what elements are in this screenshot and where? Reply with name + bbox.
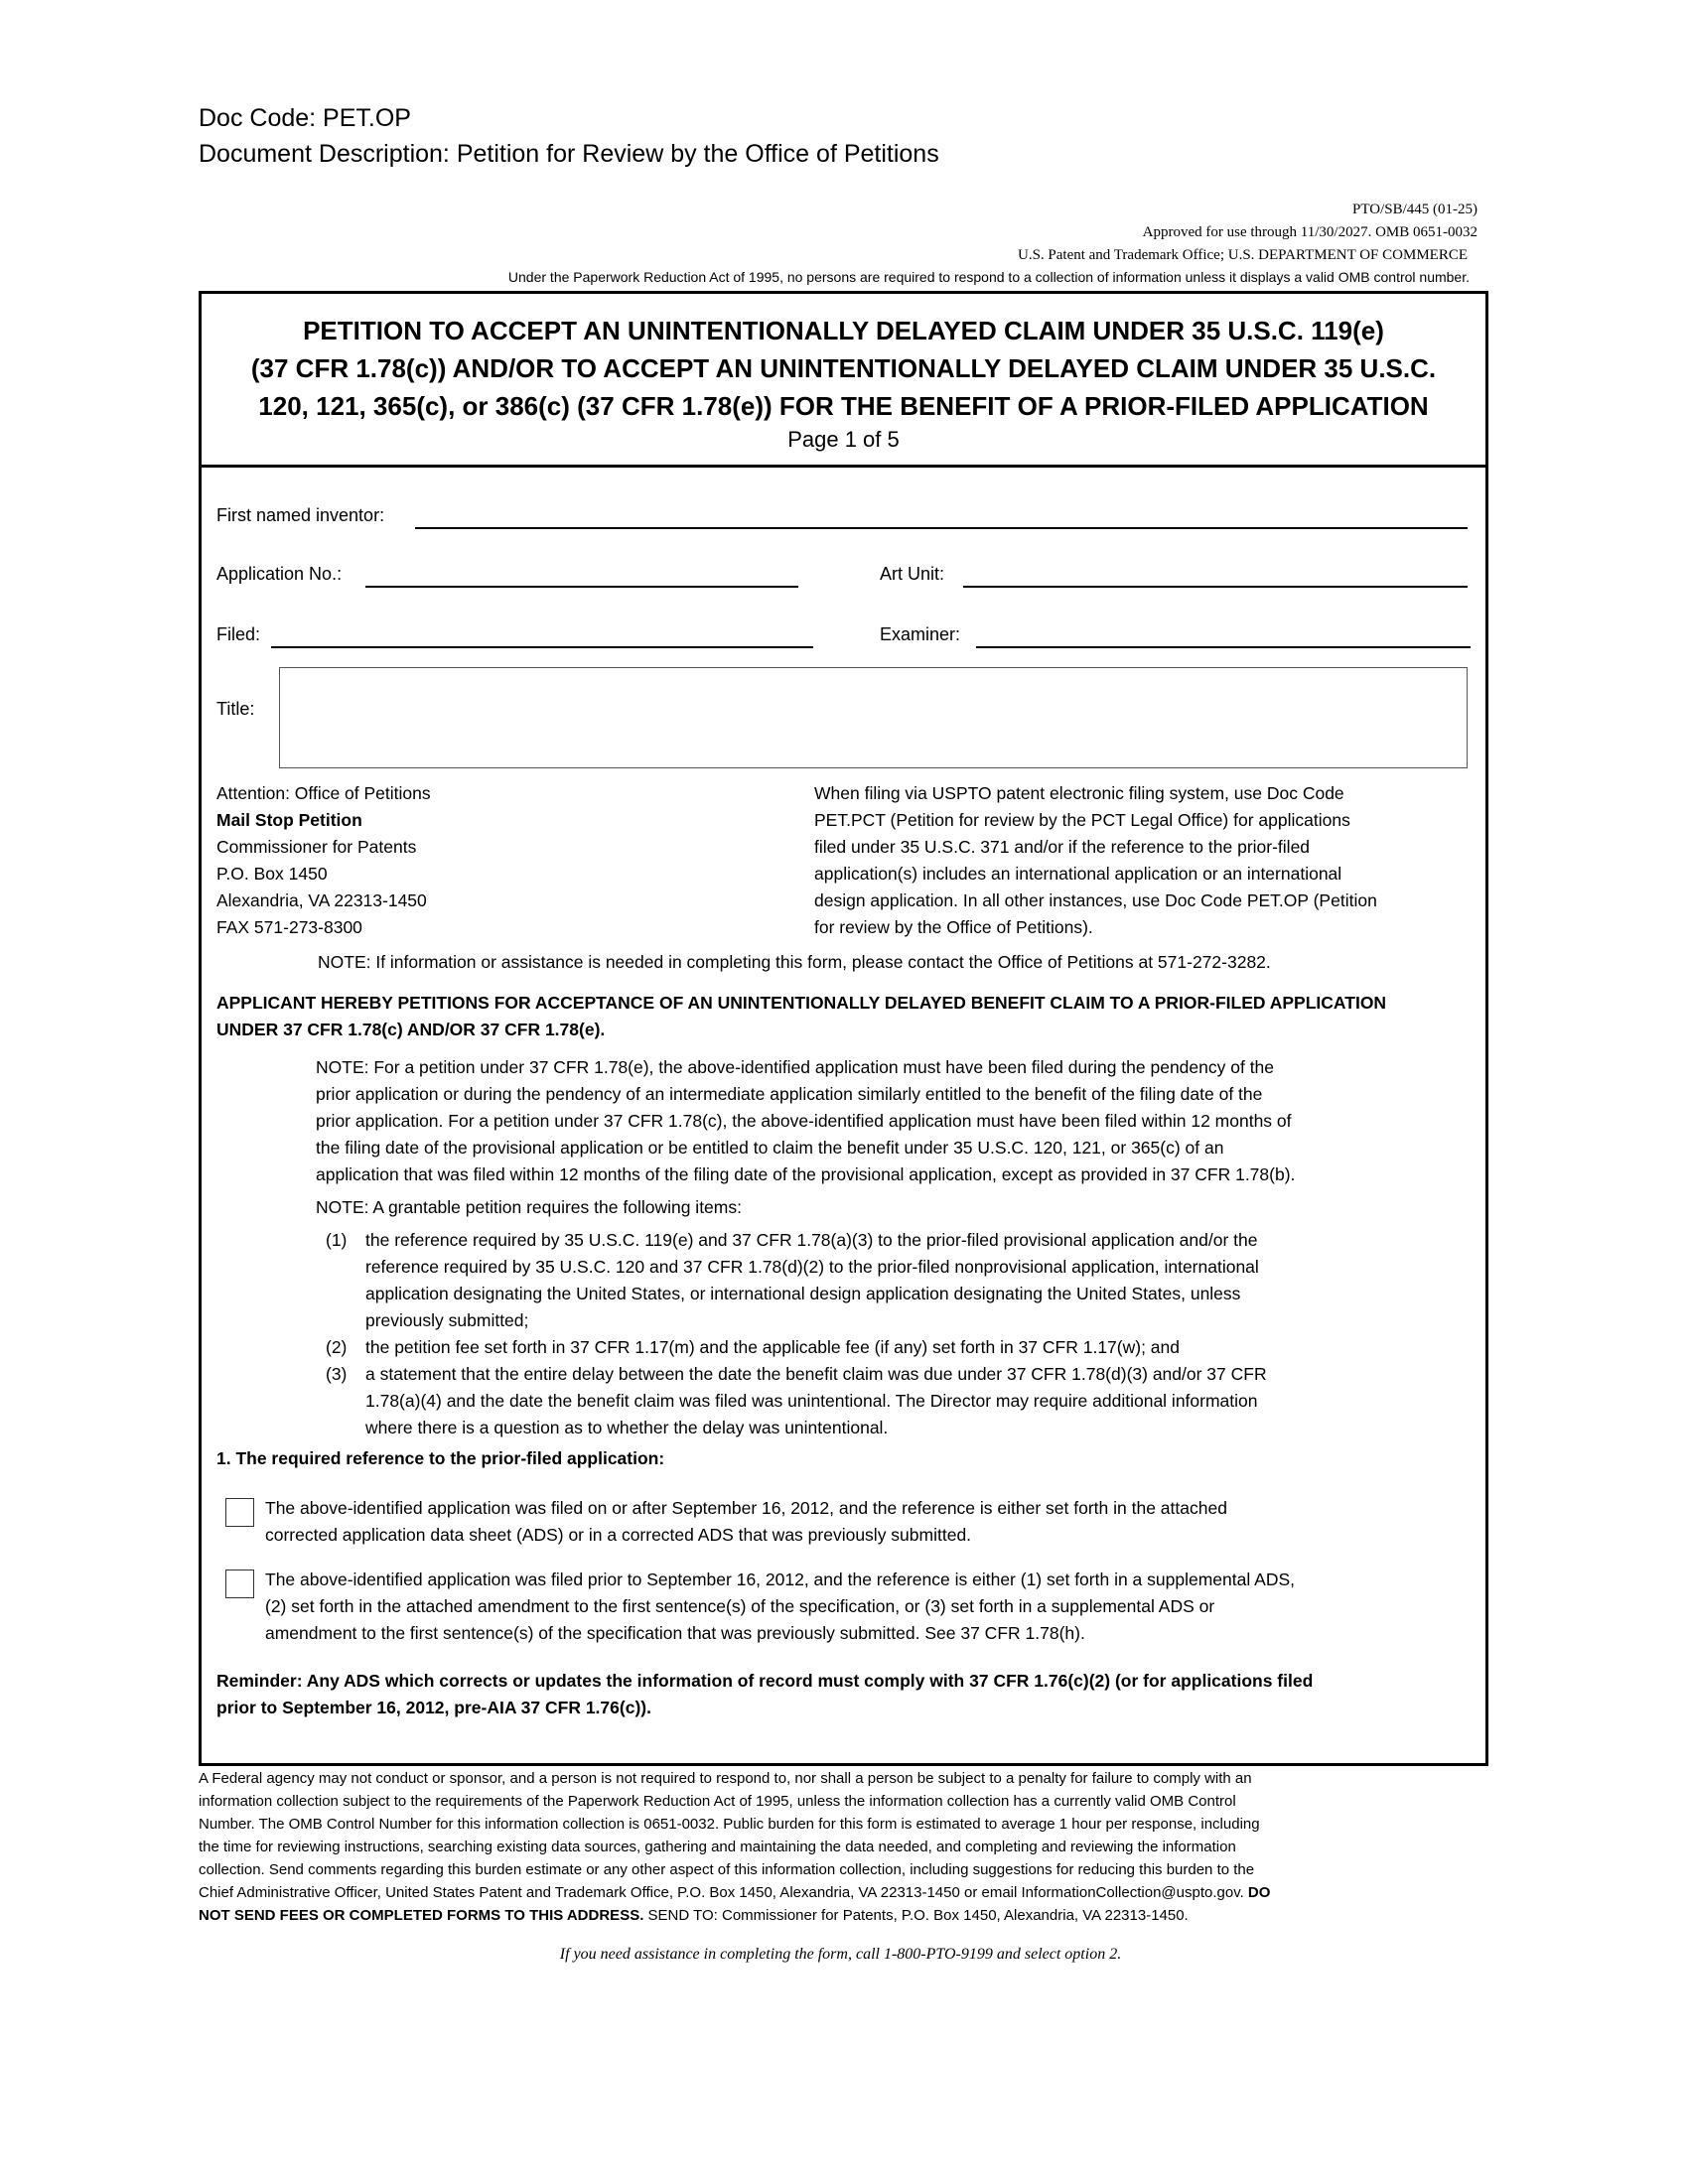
list-item-line: where there is a question as to whether the delay was unintentional. [365, 1418, 889, 1437]
form-title-area [202, 294, 1485, 468]
agency: U.S. Patent and Trademark Office; U.S. DEPARTMENT OF COMMERCE [1017, 247, 1468, 263]
efiling-note-line: application(s) includes an international application or an international [814, 864, 1342, 884]
doc-code: Doc Code: PET.OP [199, 104, 411, 132]
note1-line: the filing date of the provisional application or be entitled to claim the benefit under 35 U.S.C. 120, 121, or 365(c) of an [316, 1138, 1224, 1158]
efiling-note-line: filed under 35 U.S.C. 371 and/or if the reference to the prior-filed [814, 837, 1311, 857]
note-filing-requirements [316, 1054, 1295, 1188]
art-unit-input[interactable] [963, 586, 1468, 588]
assistance-phone: If you need assistance in completing the form, call 1-800-PTO-9199 and select option 2. [559, 1946, 1122, 1963]
list-item-line: 1.78(a)(4) and the date the benefit claim was filed was unintentional. The Director may require additional information [365, 1391, 1258, 1411]
option-2-text [265, 1567, 1295, 1647]
address-po-box: P.O. Box 1450 [216, 864, 328, 884]
examiner-label: Examiner: [880, 624, 961, 644]
address-commissioner: Commissioner for Patents [216, 837, 417, 857]
omb-approval: Approved for use through 11/30/2027. OMB 0651-0032 [1142, 224, 1477, 240]
list-number: (3) [326, 1364, 348, 1384]
address-mail-stop: Mail Stop Petition [216, 810, 362, 830]
footer-line [199, 1881, 1482, 1904]
form-title-line-2: (37 CFR 1.78(c)) AND/OR TO ACCEPT AN UNINTENTIONALLY DELAYED CLAIM UNDER 35 U.S.C. [250, 353, 1437, 383]
note-grantable-intro: NOTE: A grantable petition requires the following items: [316, 1197, 742, 1217]
footer-line: information collection subject to the requirements of the Paperwork Reduction Act of 1995, unless the information collection has a currently valid OMB Control [199, 1793, 1236, 1810]
art-unit-label: Art Unit: [880, 564, 945, 584]
note1-line: prior application or during the pendency of an intermediate application similarly entitled to the benefit of the filing date of the [316, 1084, 1263, 1104]
address-city: Alexandria, VA 22313-1450 [216, 890, 427, 910]
list-item-3 [365, 1361, 1267, 1441]
list-item-1 [365, 1227, 1259, 1334]
petition-statement-line: UNDER 37 CFR 1.78(c) AND/OR 37 CFR 1.78(e). [216, 1020, 606, 1039]
application-no-input[interactable] [365, 586, 798, 588]
burden-statement [199, 1767, 1482, 1927]
efiling-note-line: for review by the Office of Petitions). [814, 917, 1093, 937]
title-input[interactable] [279, 667, 1468, 768]
note1-line: NOTE: For a petition under 37 CFR 1.78(e), the above-identified application must have been filed during the pendency of the [316, 1057, 1275, 1077]
filed-label: Filed: [216, 624, 261, 644]
footer-line [199, 1904, 1482, 1927]
option-2-line: amendment to the first sentence(s) of the specification that was previously submitted. See 37 CFR 1.78(h). [265, 1623, 1085, 1643]
note1-line: prior application. For a petition under 37 CFR 1.78(c), the above-identified application must have been filed within 12 months of [316, 1111, 1292, 1131]
reminder-line: Reminder: Any ADS which corrects or updates the information of record must comply with 37 CFR 1.76(c)(2) (or for applications filed [216, 1671, 1314, 1691]
efiling-note-line: When filing via USPTO patent electronic filing system, use Doc Code [814, 783, 1344, 803]
section-1-heading: 1. The required reference to the prior-filed application: [216, 1448, 665, 1468]
footer-text: Chief Administrative Officer, United States Patent and Trademark Office, P.O. Box 1450, Alexandria, VA 22313-1450 or email InformationCollection@uspto.gov. [199, 1884, 1244, 1901]
form-number: PTO/SB/445 (01-25) [1352, 202, 1477, 217]
reminder [216, 1668, 1313, 1721]
title-label: Title: [216, 699, 255, 719]
list-item-line: application designating the United States, or international design application designating the United States, unless [365, 1284, 1241, 1303]
note1-line: application that was filed within 12 months of the filing date of the provisional application, except as provided in 37 CFR 1.78(b). [316, 1164, 1296, 1184]
list-number: (2) [326, 1337, 348, 1357]
list-item-line: a statement that the entire delay between the date the benefit claim was due under 37 CFR 1.78(d)(3) and/or 37 CFR [365, 1364, 1267, 1384]
first-named-inventor-label: First named inventor: [216, 505, 385, 525]
list-item-line: reference required by 35 U.S.C. 120 and 37 CFR 1.78(d)(2) to the prior-filed nonprovisional application, international [365, 1257, 1259, 1277]
footer-line: the time for reviewing instructions, searching existing data sources, gathering and maintaining the data needed, and completing and reviewing the information [199, 1839, 1236, 1855]
list-item-line: previously submitted; [365, 1310, 529, 1330]
option-1-text [265, 1495, 1227, 1549]
option-1-line: corrected application data sheet (ADS) or in a corrected ADS that was previously submitted. [265, 1525, 972, 1545]
filed-input[interactable] [271, 646, 813, 648]
footer-bold-text: DO [1247, 1884, 1271, 1901]
application-no-label: Application No.: [216, 564, 343, 584]
efiling-note-line: PET.PCT (Petition for review by the PCT Legal Office) for applications [814, 810, 1350, 830]
address-block [216, 780, 431, 941]
assistance-note: NOTE: If information or assistance is needed in completing this form, please contact the Office of Petitions at 571-272-3282. [318, 952, 1271, 972]
option-2-line: (2) set forth in the attached amendment to the first sentence(s) of the specification, or (3) set forth in a supplemental ADS or [265, 1596, 1215, 1616]
list-item-2: the petition fee set forth in 37 CFR 1.17(m) and the applicable fee (if any) set forth in 37 CFR 1.17(w); and [365, 1337, 1181, 1357]
footer-line: Number. The OMB Control Number for this information collection is 0651-0032. Public burden for this form is estimated to average 1 hour per response, including [199, 1816, 1260, 1833]
petition-statement-line: APPLICANT HEREBY PETITIONS FOR ACCEPTANCE OF AN UNINTENTIONALLY DELAYED BENEFIT CLAIM TO A PRIOR-FILED APPLICATION [216, 993, 1387, 1013]
form-title [202, 312, 1485, 425]
pra-notice: Under the Paperwork Reduction Act of 1995, no persons are required to respond to a collection of information unless it displays a valid OMB control number. [507, 269, 1470, 285]
footer-bold-text: NOT SEND FEES OR COMPLETED FORMS TO THIS ADDRESS. [199, 1907, 644, 1924]
petition-statement [216, 990, 1386, 1043]
efiling-note [814, 780, 1377, 941]
form-title-line-1: PETITION TO ACCEPT AN UNINTENTIONALLY DELAYED CLAIM UNDER 35 U.S.C. 119(e) [303, 316, 1384, 345]
address-fax: FAX 571-273-8300 [216, 917, 362, 937]
first-named-inventor-input[interactable] [415, 527, 1468, 529]
doc-description: Document Description: Petition for Review by the Office of Petitions [199, 140, 939, 168]
checkbox-option-2[interactable] [225, 1570, 254, 1598]
option-2-line: The above-identified application was filed prior to September 16, 2012, and the reference is either (1) set forth in a supplemental ADS, [265, 1570, 1295, 1589]
checkbox-option-1[interactable] [225, 1498, 254, 1527]
list-number: (1) [326, 1230, 348, 1250]
examiner-input[interactable] [976, 646, 1471, 648]
form-title-line-3: 120, 121, 365(c), or 386(c) (37 CFR 1.78(e)) FOR THE BENEFIT OF A PRIOR-FILED APPLICATION [258, 391, 1429, 421]
address-attention: Attention: Office of Petitions [216, 783, 431, 803]
form-box [199, 291, 1488, 1766]
reminder-line: prior to September 16, 2012, pre-AIA 37 CFR 1.76(c)). [216, 1698, 651, 1717]
option-1-line: The above-identified application was filed on or after September 16, 2012, and the reference is either set forth in the attached [265, 1498, 1227, 1518]
page-indicator: Page 1 of 5 [787, 427, 900, 452]
footer-text: SEND TO: Commissioner for Patents, P.O. Box 1450, Alexandria, VA 22313-1450. [647, 1907, 1189, 1924]
footer-line: A Federal agency may not conduct or sponsor, and a person is not required to respond to, nor shall a person be subject to a penalty for failure to comply with an [199, 1770, 1252, 1787]
list-item-line: the reference required by 35 U.S.C. 119(e) and 37 CFR 1.78(a)(3) to the prior-filed provisional application and/or the [365, 1230, 1258, 1250]
efiling-note-line: design application. In all other instances, use Doc Code PET.OP (Petition [814, 890, 1377, 910]
footer-line: collection. Send comments regarding this burden estimate or any other aspect of this information collection, including suggestions for reducing this burden to the [199, 1861, 1255, 1878]
